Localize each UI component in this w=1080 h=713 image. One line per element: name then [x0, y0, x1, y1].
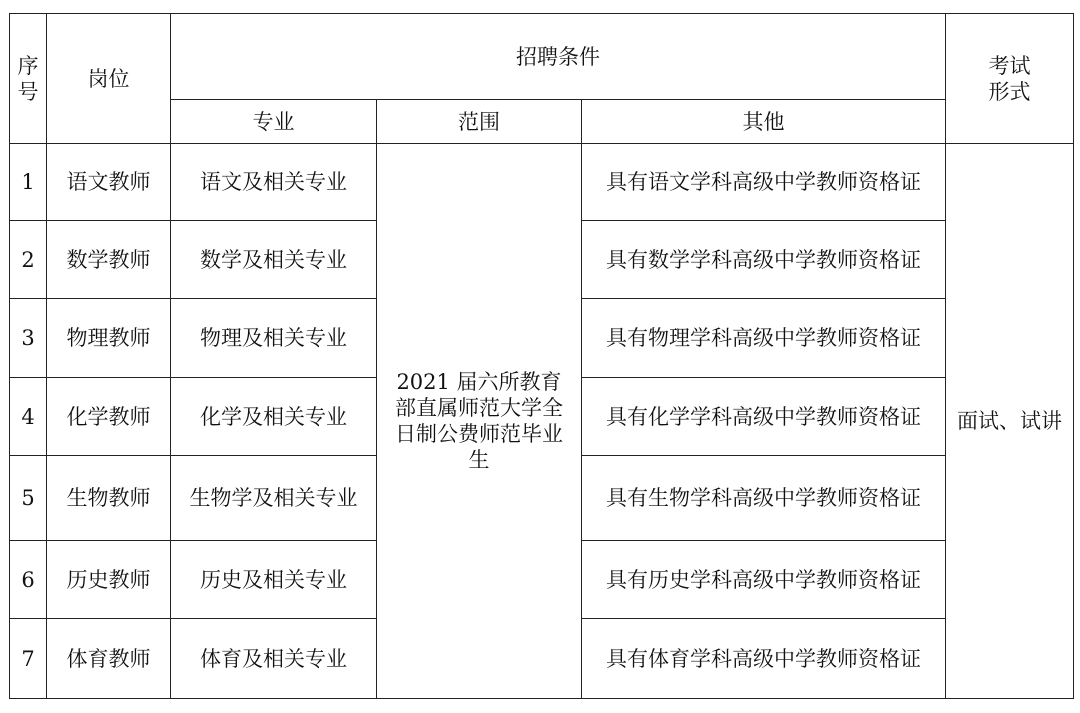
scope-value: 2021 届六所教育部直属师范大学全日制公费师范毕业生 [395, 370, 563, 472]
row-position: 体育教师 [47, 619, 171, 699]
row-other: 具有历史学科高级中学教师资格证 [582, 541, 946, 619]
header-seq: 序号 [10, 14, 47, 144]
row-major: 体育及相关专业 [171, 619, 377, 699]
row-seq: 2 [10, 221, 47, 299]
row-position: 历史教师 [47, 541, 171, 619]
header-conditions: 招聘条件 [171, 14, 946, 100]
row-other: 具有体育学科高级中学教师资格证 [582, 619, 946, 699]
row-other: 具有数学学科高级中学教师资格证 [582, 221, 946, 299]
row-position: 数学教师 [47, 221, 171, 299]
row-major: 数学及相关专业 [171, 221, 377, 299]
row-position: 物理教师 [47, 299, 171, 378]
header-exam-form [946, 14, 1074, 144]
row-seq: 7 [10, 619, 47, 699]
row-other: 具有语文学科高级中学教师资格证 [582, 144, 946, 221]
row-major: 历史及相关专业 [171, 541, 377, 619]
header-exam-form-text: 考试形式 [988, 53, 1031, 104]
row-position: 生物教师 [47, 456, 171, 541]
table-row [10, 144, 1074, 221]
header-position: 岗位 [47, 14, 171, 144]
row-major: 物理及相关专业 [171, 299, 377, 378]
row-major: 化学及相关专业 [171, 378, 377, 456]
row-position: 语文教师 [47, 144, 171, 221]
header-other: 其他 [582, 100, 946, 144]
header-row-1 [10, 14, 1074, 100]
exam-value: 面试、试讲 [957, 409, 1063, 433]
row-seq: 5 [10, 456, 47, 541]
recruitment-table [9, 13, 1074, 699]
row-major: 语文及相关专业 [171, 144, 377, 221]
row-seq: 6 [10, 541, 47, 619]
header-major: 专业 [171, 100, 377, 144]
row-seq: 4 [10, 378, 47, 456]
row-other: 具有物理学科高级中学教师资格证 [582, 299, 946, 378]
header-scope: 范围 [377, 100, 582, 144]
row-seq: 1 [10, 144, 47, 221]
exam-cell [946, 144, 1074, 699]
scope-cell [377, 144, 582, 699]
row-other: 具有化学学科高级中学教师资格证 [582, 378, 946, 456]
row-major: 生物学及相关专业 [171, 456, 377, 541]
row-other: 具有生物学科高级中学教师资格证 [582, 456, 946, 541]
row-seq: 3 [10, 299, 47, 378]
row-position: 化学教师 [47, 378, 171, 456]
